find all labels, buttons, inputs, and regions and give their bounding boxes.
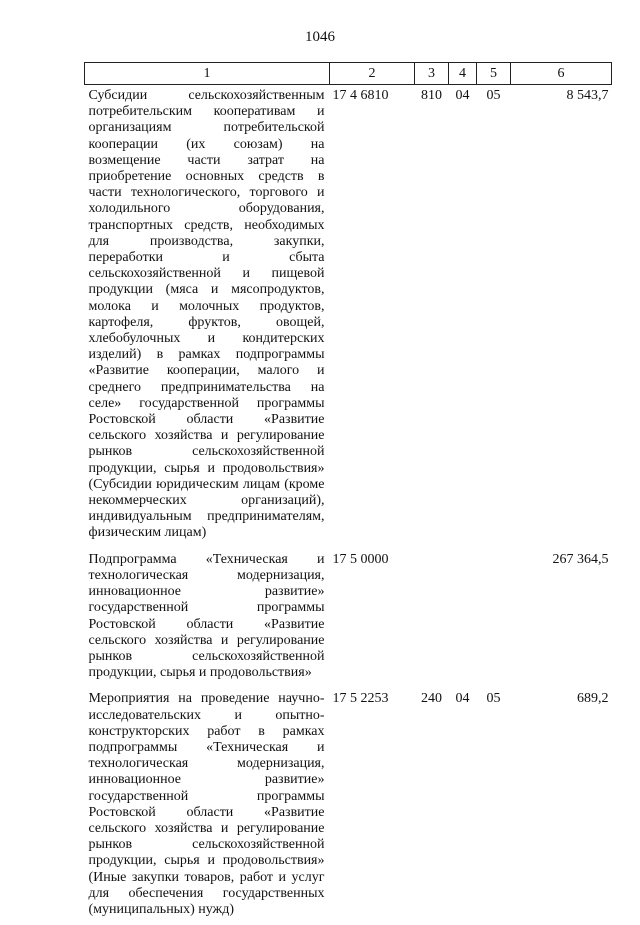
header-col-5: 5 bbox=[477, 63, 511, 85]
header-row bbox=[85, 63, 612, 85]
row-description: Мероприятия на проведение научно-исследовательских и опытно-конструкторских работ в рамках подпрограммы «Техническая и технологическая модернизация, инновационное развитие» государственной программы Ростовской области «Развитие сельского хозяйства и регулирование рынков сельскохозяйственной продукции, сырья и продовольствия» (Иные закупки товаров, работ и услуг для обеспечения государственных (муниципальных) нужд) bbox=[85, 688, 330, 925]
row-section: 04 bbox=[449, 688, 477, 925]
header-col-3: 3 bbox=[415, 63, 449, 85]
page-number: 1046 bbox=[0, 28, 640, 46]
table-row bbox=[85, 85, 612, 549]
row-target-code: 17 4 6810 bbox=[330, 85, 415, 549]
row-subsection: 05 bbox=[477, 85, 511, 549]
row-expense-type bbox=[415, 549, 449, 689]
row-section: 04 bbox=[449, 85, 477, 549]
row-subsection bbox=[477, 549, 511, 689]
table-row bbox=[85, 549, 612, 689]
header-col-1: 1 bbox=[85, 63, 330, 85]
row-section bbox=[449, 549, 477, 689]
row-target-code: 17 5 0000 bbox=[330, 549, 415, 689]
row-description: Субсидии сельскохозяйственным потребительским кооперативам и организациям потребительской кооперации (их союзам) на возмещение части затрат на приобретение основных средств в части технологического, торгового и холодильного оборудования, транспортных средств, необходимых для производства, закупки, переработки и сбыта сельскохозяйственной и пищевой продукции (мяса и мясопродуктов, молока и молочных продуктов, картофеля, фруктов, овощей, хлебобулочных и кондитерских изделий) в рамках подпрограммы «Развитие кооперации, малого и среднего предпринимательства на селе» государственной программы Ростовской области «Развитие сельского хозяйства и регулирование рынков сельскохозяйственной продукции, сырья и продовольствия» (Субсидии юридическим лицам (кроме некоммерческих организаций), индивидуальным предпринимателям, физическим лицам) bbox=[85, 85, 330, 549]
row-target-code: 17 5 2253 bbox=[330, 688, 415, 925]
table-header bbox=[85, 63, 612, 85]
header-col-4: 4 bbox=[449, 63, 477, 85]
row-amount: 689,2 bbox=[511, 688, 612, 925]
row-expense-type: 810 bbox=[415, 85, 449, 549]
row-expense-type: 240 bbox=[415, 688, 449, 925]
row-description: Подпрограмма «Техническая и технологическая модернизация, инновационное развитие» государственной программы Ростовской области «Развитие сельского хозяйства и регулирование рынков сельскохозяйственной продукции, сырья и продовольствия» bbox=[85, 549, 330, 689]
row-amount: 267 364,5 bbox=[511, 549, 612, 689]
table-body bbox=[85, 85, 612, 925]
table-row bbox=[85, 688, 612, 925]
budget-table bbox=[84, 62, 612, 925]
header-col-6: 6 bbox=[511, 63, 612, 85]
row-amount: 8 543,7 bbox=[511, 85, 612, 549]
header-col-2: 2 bbox=[330, 63, 415, 85]
row-subsection: 05 bbox=[477, 688, 511, 925]
